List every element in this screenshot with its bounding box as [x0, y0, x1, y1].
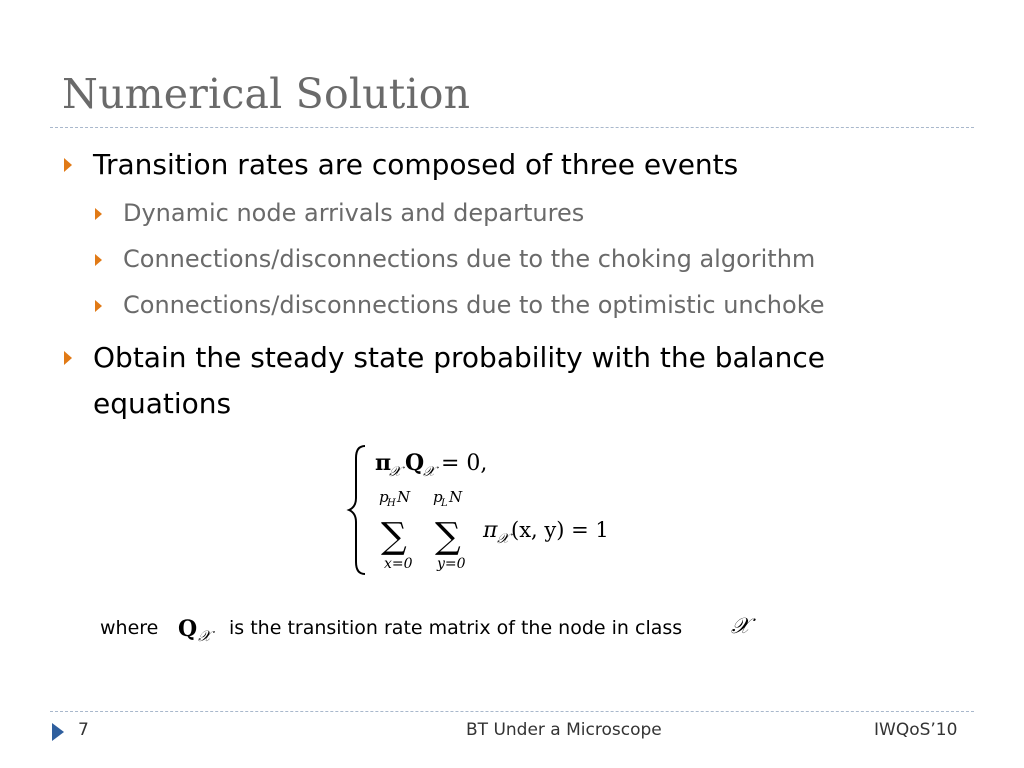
sub-bullet-arrow-icon: [95, 254, 102, 266]
sub-bullet-optimistic-unchoke: Connections/disconnections due to the optimistic unchoke: [123, 291, 825, 319]
equation-args: (x, y) = 1: [511, 518, 609, 542]
sum1-symbol: ∑: [381, 516, 407, 557]
page-number: 7: [78, 720, 89, 740]
footer-divider: [50, 711, 974, 712]
footer-arrow-icon: [52, 723, 64, 741]
bullet-arrow-icon: [64, 158, 72, 172]
balance-equations: [345, 440, 645, 580]
sub-bullet-choking: Connections/disconnections due to the choking algorithm: [123, 245, 816, 273]
where-description: is the transition rate matrix of the node in class: [229, 617, 683, 639]
slide-title: Numerical Solution: [62, 70, 471, 118]
equals-zero: = 0,: [441, 451, 488, 476]
footer-title: BT Under a Microscope: [466, 720, 662, 740]
pi-subscript: 𝒳: [389, 464, 402, 480]
sub-bullet-arrivals: Dynamic node arrivals and departures: [123, 199, 585, 227]
pi-symbol: π: [375, 450, 392, 476]
sum1-upper-sub: H: [387, 498, 396, 509]
bullet-transition-rates: Transition rates are composed of three events: [93, 148, 739, 181]
bullet-arrow-icon: [64, 351, 72, 365]
pi-symbol-2: π: [483, 518, 498, 543]
q-symbol: Q: [405, 450, 425, 476]
where-q-symbol: Q: [178, 616, 198, 642]
bullet-steady-state-line1: Obtain the steady state probability with the balance: [93, 341, 825, 374]
footer-conference: IWQoS’10: [874, 720, 958, 740]
sum2-upper-n: N: [449, 488, 463, 506]
sum2-lower: y=0: [437, 556, 466, 572]
sub-bullet-arrow-icon: [95, 300, 102, 312]
sum2-symbol: ∑: [435, 516, 461, 557]
sum1-lower: x=0: [384, 556, 413, 572]
pi-subscript-2: 𝒳: [497, 531, 510, 547]
bullet-steady-state-line2: equations: [93, 387, 232, 420]
sum1-upper-p: p: [379, 488, 389, 506]
sum2-upper-p: p: [433, 488, 443, 506]
sum2-upper-sub: L: [441, 498, 448, 509]
where-class-symbol: 𝒳: [731, 614, 750, 639]
sum1-upper-n: N: [397, 488, 411, 506]
where-prefix: where: [100, 617, 159, 639]
sub-bullet-arrow-icon: [95, 208, 102, 220]
title-divider: [50, 127, 974, 128]
left-brace: [349, 446, 365, 574]
where-q-subscript: 𝒳: [198, 627, 211, 645]
q-subscript: 𝒳: [423, 464, 436, 480]
